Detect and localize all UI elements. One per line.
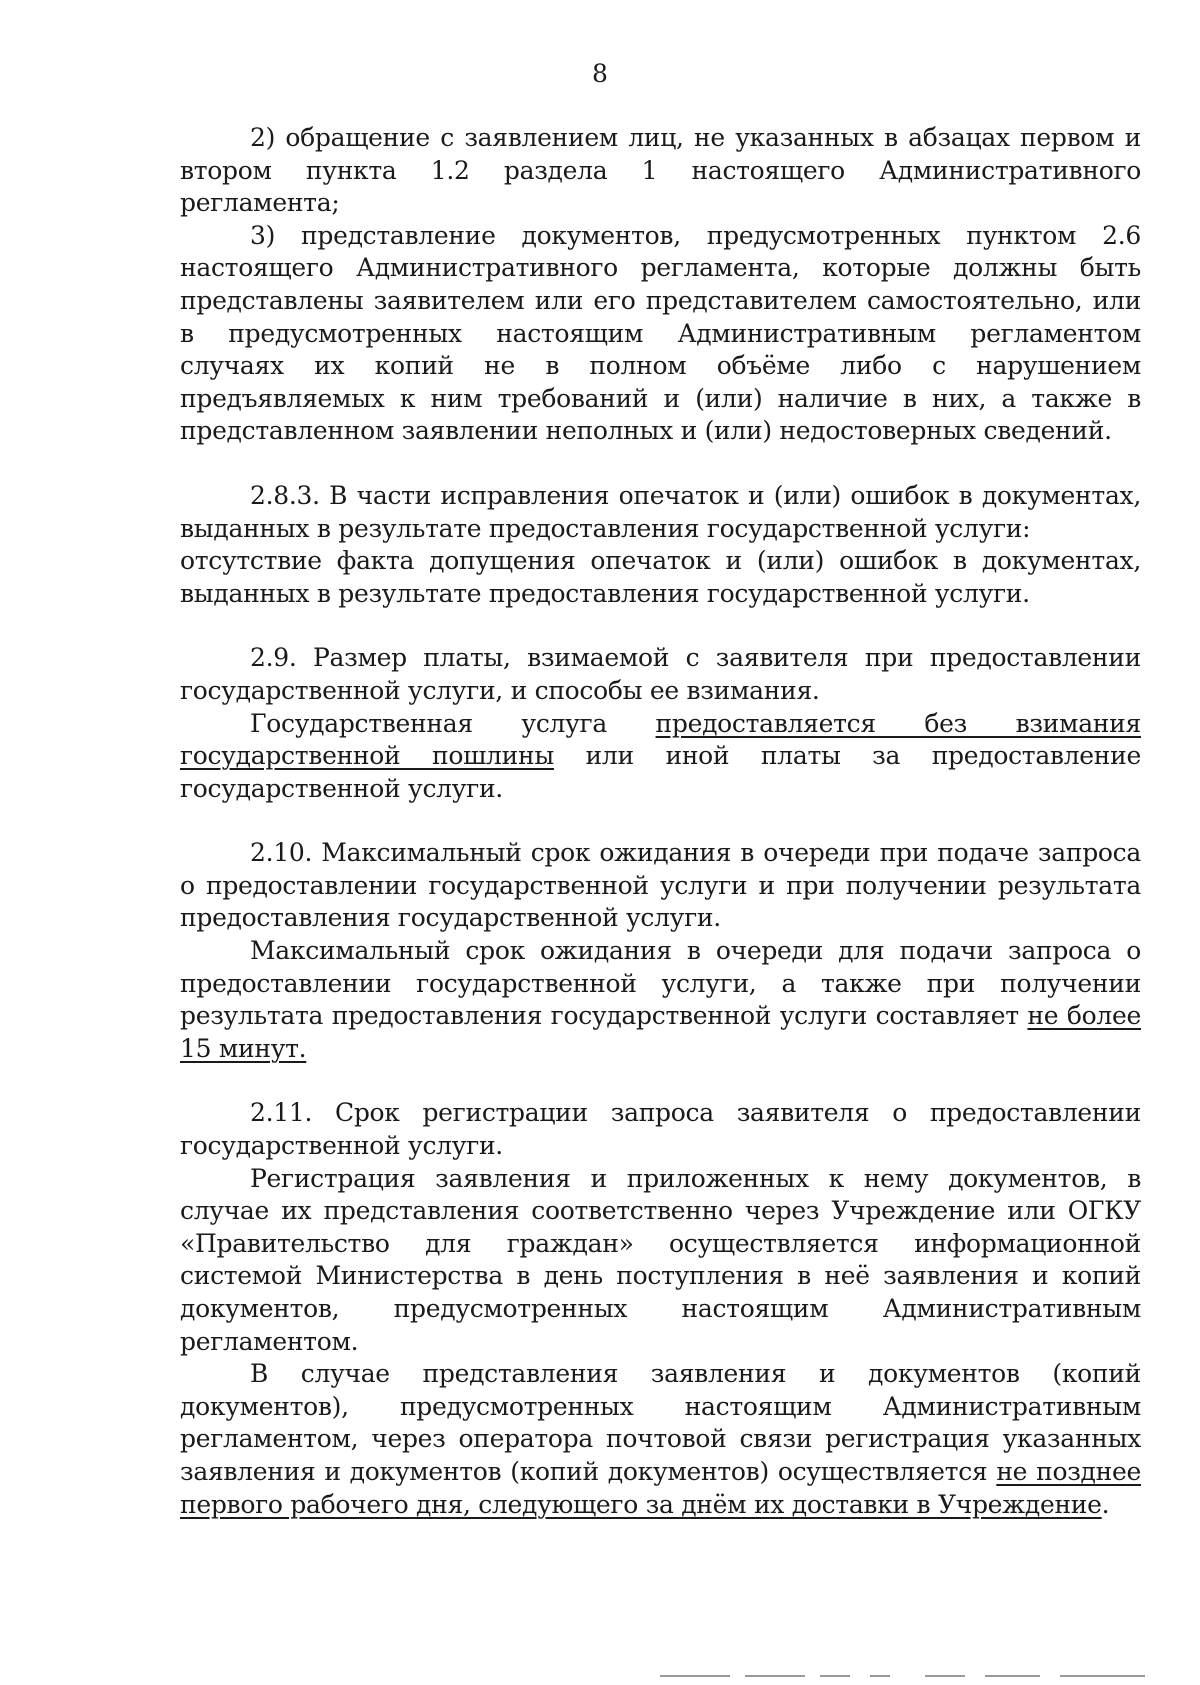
paragraph-item-3: 3) представление документов, предусмотренных пунктом 2.6 настоящего Административного регламента, которые должны быть представлены заявителем или его представителем самостоятельно, или в предусмотренных настоящим Административным регламентом случаях их копий не в полном объёме либо с нарушением предъявляемых к ним требований и (или) наличие в них, а также в представленном заявлении неполных и (или) недостоверных сведений. [180,220,1141,446]
text-run: или иной платы за предоставление государственной услуги. [180,741,1142,803]
paragraph-2-8-3-body: отсутствие факта допущения опечаток и (или) ошибок в документах, выданных в результате предоставления государственной услуги. [180,546,1141,608]
underlined-text: не более 15 минут. [180,1001,1141,1063]
scan-mark [820,1675,850,1677]
text-run: В случае представления заявления и документов (копий документов), предусмотренных настоящим Административным регламентом, через оператора почтовой связи регистрация указанных заявления и документов (копий документов) осуществляется [180,1359,1141,1486]
underlined-text: не позднее первого рабочего дня, следующего за днём их доставки в Учреждение [180,1456,1141,1519]
scan-edge-marks [660,1672,1150,1680]
text-run: . [1101,1489,1110,1519]
paragraph-gap [180,448,1141,480]
paragraph-2-11-heading: 2.11. Срок регистрации запроса заявителя о предоставлении государственной услуги. [180,1098,1141,1161]
scan-mark [745,1675,805,1677]
paragraph-2-10-body [180,935,1141,1065]
paragraph-2-10-heading: 2.10. Максимальный срок ожидания в очереди при подаче запроса о предоставлении государственной услуги и при получении результата предоставления государственной услуги. [180,838,1141,933]
text-run: Максимальный срок ожидания в очереди для подачи запроса о предоставлении государственной услуги, а также при получении результата предоставления государственной услуги составляет [180,936,1141,1031]
paragraph-gap [180,1065,1141,1097]
scan-mark [925,1675,965,1677]
scan-mark [1060,1675,1145,1677]
paragraph-item-2: 2) обращение с заявлением лиц, не указанных в абзацах первом и втором пункта 1.2 раздела 1 настоящего Административного регламента; [180,123,1141,218]
paragraph-2-11-body-1: Регистрация заявления и приложенных к нему документов, в случае их представления соответственно через Учреждение или ОГКУ «Правительство для граждан» осуществляется информационной системой Министерства в день поступления в неё заявления и копий документов, предусмотренных настоящим Административным регламентом. [180,1163,1141,1356]
paragraph-gap [180,805,1141,837]
scan-mark [870,1675,890,1677]
document-body [180,122,1141,1521]
underlined-text: предоставляется без взимания государственной пошлины [180,708,1141,771]
paragraph-2-11-body-2 [180,1358,1141,1521]
page-number: 8 [592,59,608,88]
paragraph-gap [180,610,1141,642]
paragraph-2-8-3-heading: 2.8.3. В части исправления опечаток и (или) ошибок в документах, выданных в результате предоставления государственной услуги: [180,480,1141,543]
text-run: Государственная услуга [250,708,656,738]
scan-mark [660,1675,730,1677]
paragraph-2-9-heading: 2.9. Размер платы, взимаемой с заявителя при предоставлении государственной услуги, и способы ее взимания. [180,643,1141,705]
paragraph-2-9-body [180,708,1141,806]
scan-mark [985,1675,1040,1677]
